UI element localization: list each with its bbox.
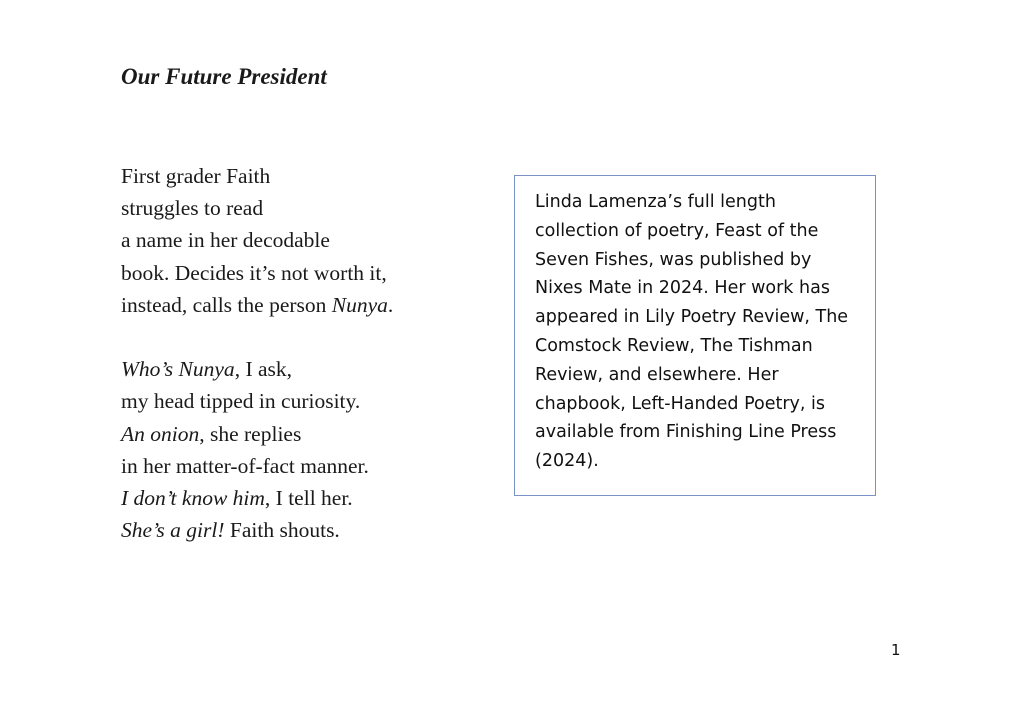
poem-line (121, 514, 393, 546)
poem-line (121, 160, 393, 192)
poem-line-segment: my head tipped in curiosity. (121, 389, 361, 414)
poem-stanza-1 (121, 160, 393, 321)
poem-line-segment: , she replies (199, 421, 302, 446)
poem-line (121, 257, 393, 289)
poem-line (121, 353, 393, 385)
poem-body (121, 160, 393, 579)
poem-line-segment: Faith shouts. (224, 518, 340, 543)
poem-line-segment: struggles to read (121, 196, 264, 221)
poem-line-italic-segment: I don’t know him (121, 486, 265, 511)
poem-line-segment: , I ask, (234, 357, 293, 382)
poem-line (121, 289, 393, 321)
poem-line-italic-segment: Nunya (331, 292, 388, 317)
author-bio-box (514, 175, 876, 496)
poem-line (121, 418, 393, 450)
poem-line-segment: , I tell her. (264, 486, 353, 511)
poem-line-segment: First grader Faith (121, 164, 271, 188)
page-number: 1 (891, 641, 901, 659)
poem-line-italic-segment: An onion (121, 421, 200, 446)
poem-line-segment: in her matter-of-fact manner. (121, 453, 369, 478)
poem-line (121, 450, 393, 482)
poem-line-segment: book. Decides it’s not worth it, (121, 260, 387, 285)
poem-line (121, 192, 393, 224)
poem-line-segment: a name in her decodable (121, 228, 330, 253)
poem-line-italic-segment: Who’s Nunya (121, 357, 235, 382)
poem-stanza-2 (121, 353, 393, 546)
poem-line-segment: . (387, 292, 394, 317)
poem-line (121, 224, 393, 256)
poem-line (121, 385, 393, 417)
poem-line-segment: instead, calls the person (121, 292, 332, 317)
author-bio-text: Linda Lamenza’s full length collection of poetry, Feast of the Seven Fishes, was published by Nixes Mate in 2024. Her work has appeared in Lily Poetry Review, The Comstock Review, The Tishman Review, and elsewhere. Her chapbook, Left-Handed Poetry, is available from Finishing Line Press (2024). (535, 192, 849, 472)
poem-title: Our Future President (121, 64, 327, 89)
poem-line-italic-segment: She’s a girl! (121, 518, 225, 543)
poem-line (121, 482, 393, 514)
